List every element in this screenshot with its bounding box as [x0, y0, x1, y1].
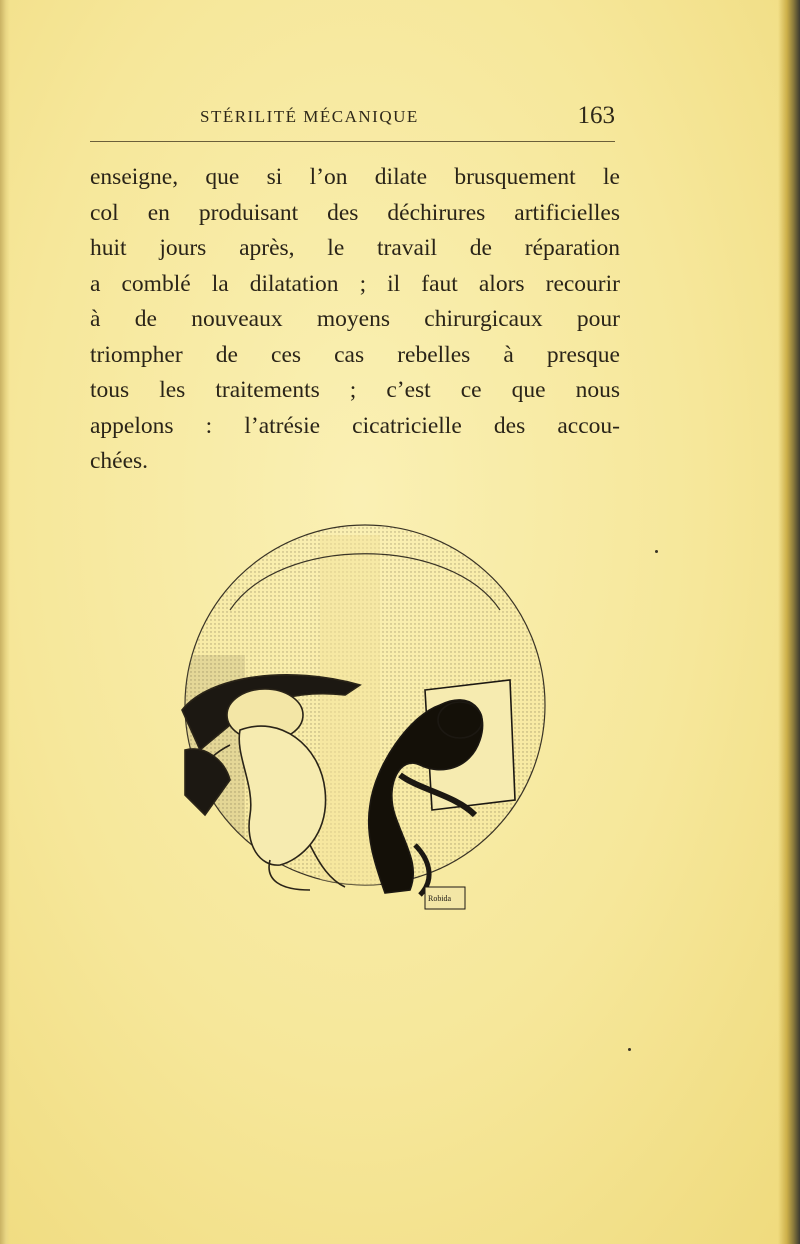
vignette-illustration — [170, 515, 560, 910]
running-title: STÉRILITÉ MÉCANIQUE — [200, 107, 419, 126]
header-rule — [90, 141, 615, 142]
page-left-edge — [0, 0, 10, 1244]
text-line: chées. — [90, 448, 149, 474]
text-line: a comblé la dilatation ; il faut alors recourir — [90, 270, 620, 297]
ink-speck — [655, 550, 658, 553]
text-line: triompher de ces cas rebelles à presque — [90, 341, 620, 368]
text-line: appelons : l’atrésie cicatricielle des accou- — [90, 412, 620, 439]
body-paragraph — [90, 160, 620, 480]
text-line: huit jours après, le travail de réparation — [90, 235, 620, 261]
text-line: enseigne, que si l’on dilate brusquement le — [90, 164, 620, 190]
text-line: à de nouveaux moyens chirurgicaux pour — [90, 306, 620, 332]
ink-speck — [628, 1048, 631, 1051]
running-header — [90, 102, 615, 136]
signature-text: Robida — [428, 894, 452, 903]
text-line: col en produisant des déchirures artificielles — [90, 199, 620, 226]
page-right-edge — [778, 0, 800, 1244]
text-line: tous les traitements ; c’est ce que nous — [90, 377, 620, 403]
page-number: 163 — [577, 102, 615, 129]
